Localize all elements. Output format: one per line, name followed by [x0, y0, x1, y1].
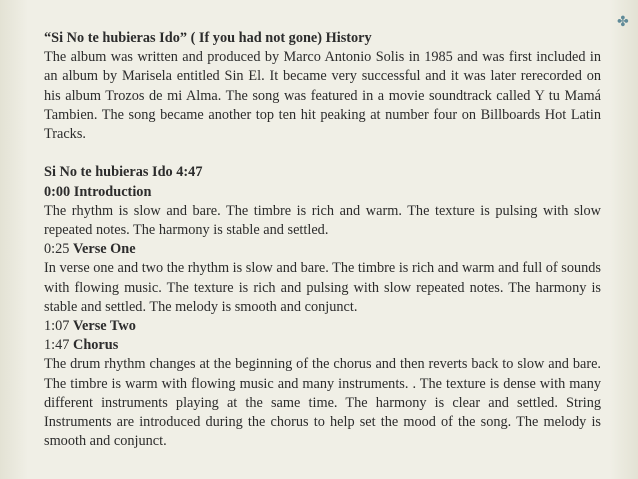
fleuron-bullet-icon: ✤ [617, 14, 629, 30]
section-heading-verse-one [44, 240, 601, 259]
section-heading-intro [44, 183, 601, 202]
section-heading-chorus [44, 336, 601, 355]
section-text-verse-one: In verse one and two the rhythm is slow and bare. The timbre is rich and warm and full of sounds with flowing music. The texture is rich and pulsing with slow repeated notes. The harmony is stable and settled. The melody is smooth and conjunct. [44, 260, 601, 315]
section-name: Introduction [73, 183, 152, 200]
section-time: 1:47 [44, 337, 70, 354]
slide-content [44, 29, 601, 451]
section-heading-verse-two [44, 317, 601, 336]
section-text-chorus: The drum rhythm changes at the beginning of the chorus and then reverts back to slow and bare. The timbre is warm with flowing music and many instruments. . The texture is dense with many different instruments playing at the same time. The harmony is clear and settled. String Instruments are introduced during the chorus to help set the mood of the song. The melody is smooth and conjunct. [44, 356, 601, 450]
song-title: Si No te hubieras Ido 4:47 [44, 164, 203, 181]
section-name: Chorus [73, 337, 119, 354]
section-name: Verse Two [73, 318, 136, 335]
history-heading: “Si No te hubieras Ido” ( If you had not gone) History [44, 30, 372, 46]
section-time: 1:07 [44, 318, 70, 335]
section-name: Verse One [73, 241, 136, 258]
section-text-intro: The rhythm is slow and bare. The timbre is rich and warm. The texture is pulsing with slow repeated notes. The harmony is stable and settled. [44, 202, 601, 239]
section-time: 0:25 [44, 241, 70, 258]
spacer [44, 144, 601, 163]
section-time: 0:00 [44, 183, 71, 200]
history-paragraph: The album was written and produced by Marco Antonio Solis in 1985 and was first included in an album by Marisela entitled Sin El. It became very successful and it was later rerecorded on his album Trozos de mi Alma. The song was featured in a movie soundtrack called Y tu Mamá Tambien. The song became another top ten hit peaking at number four on Billboards Hot Latin Tracks. [44, 49, 601, 143]
